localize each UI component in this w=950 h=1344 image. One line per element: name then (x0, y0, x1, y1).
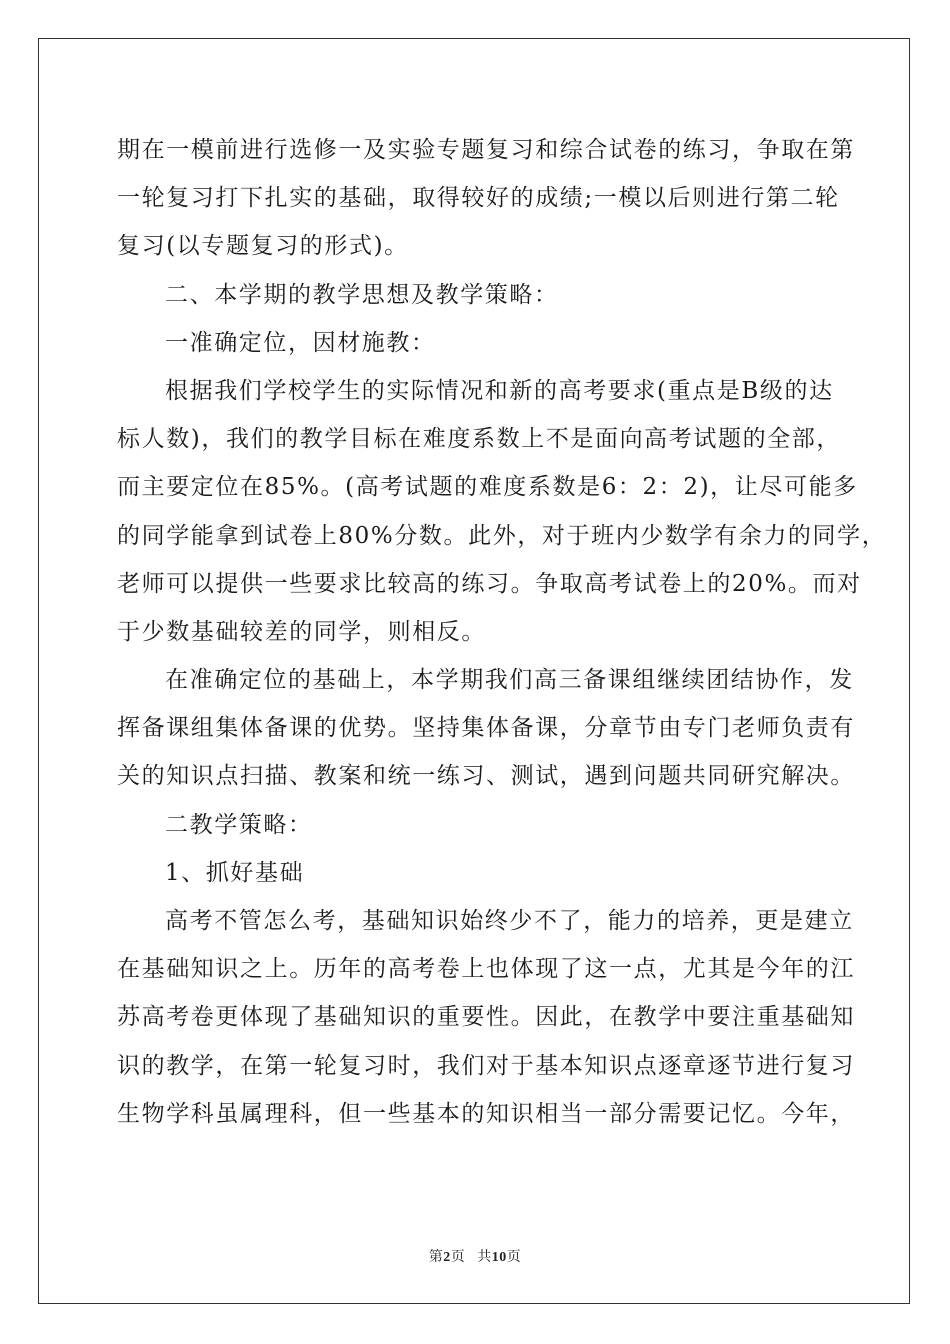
subsection-heading: 一准确定位，因材施教： (165, 329, 436, 356)
page-footer (0, 1246, 950, 1266)
text-line: 挥备课组集体备课的优势。坚持集体备课，分章节由专门老师负责有 (117, 715, 855, 742)
text-line: 根据我们学校学生的实际情况和新的高考要求(重点是B级的达 (165, 377, 834, 404)
text-line: 而主要定位在85%。(高考试题的难度系数是6：2：2)，让尽可能多 (117, 474, 858, 501)
text-line: 标人数)，我们的教学目标在难度系数上不是面向高考试题的全部， (117, 426, 841, 453)
text-line: 一轮复习打下扎实的基础，取得较好的成绩;一模以后则进行第二轮 (117, 185, 840, 212)
text-line: 在准确定位的基础上，本学期我们高三备课组继续团结协作，发 (165, 667, 854, 694)
text-line: 在基础知识之上。历年的高考卷上也体现了这一点，尤其是今年的江 (117, 956, 855, 983)
page-prefix: 第 (428, 1250, 444, 1265)
list-item-heading: 1、抓好基础 (165, 859, 305, 886)
text-line: 期在一模前进行选修一及实验专题复习和综合试卷的练习，争取在第 (117, 137, 855, 163)
text-line: 关的知识点扫描、教案和统一练习、测试，遇到问题共同研究解决。 (117, 763, 855, 790)
text-line: 生物学科虽属理科，但一些基本的知识相当一部分需要记忆。今年， (117, 1100, 855, 1127)
page-number: 2 (443, 1250, 451, 1265)
document-body (117, 126, 887, 1138)
text-line: 苏高考卷更体现了基础知识的重要性。因此，在教学中要注重基础知 (117, 1004, 855, 1031)
text-line: 老师可以提供一些要求比较高的练习。争取高考试卷上的20%。而对 (117, 570, 862, 597)
page-suffix: 页 (450, 1250, 466, 1265)
text-line: 高考不管怎么考，基础知识始终少不了，能力的培养，更是建立 (165, 908, 854, 934)
text-line: 识的教学，在第一轮复习时，我们对于基本知识点逐章逐节进行复习 (117, 1052, 855, 1079)
text-line: 于少数基础较差的同学，则相反。 (117, 618, 486, 645)
section-heading: 二、本学期的教学思想及教学策略： (165, 281, 559, 308)
text-line: 的同学能拿到试卷上80%分数。此外，对于班内少数学有余力的同学， (117, 522, 887, 549)
subsection-heading: 二教学策略： (165, 811, 313, 838)
total-suffix: 页 (506, 1250, 522, 1265)
text-line: 复习(以专题复习的形式)。 (117, 233, 409, 260)
total-pages: 10 (491, 1250, 507, 1265)
total-prefix: 共 (477, 1250, 492, 1265)
